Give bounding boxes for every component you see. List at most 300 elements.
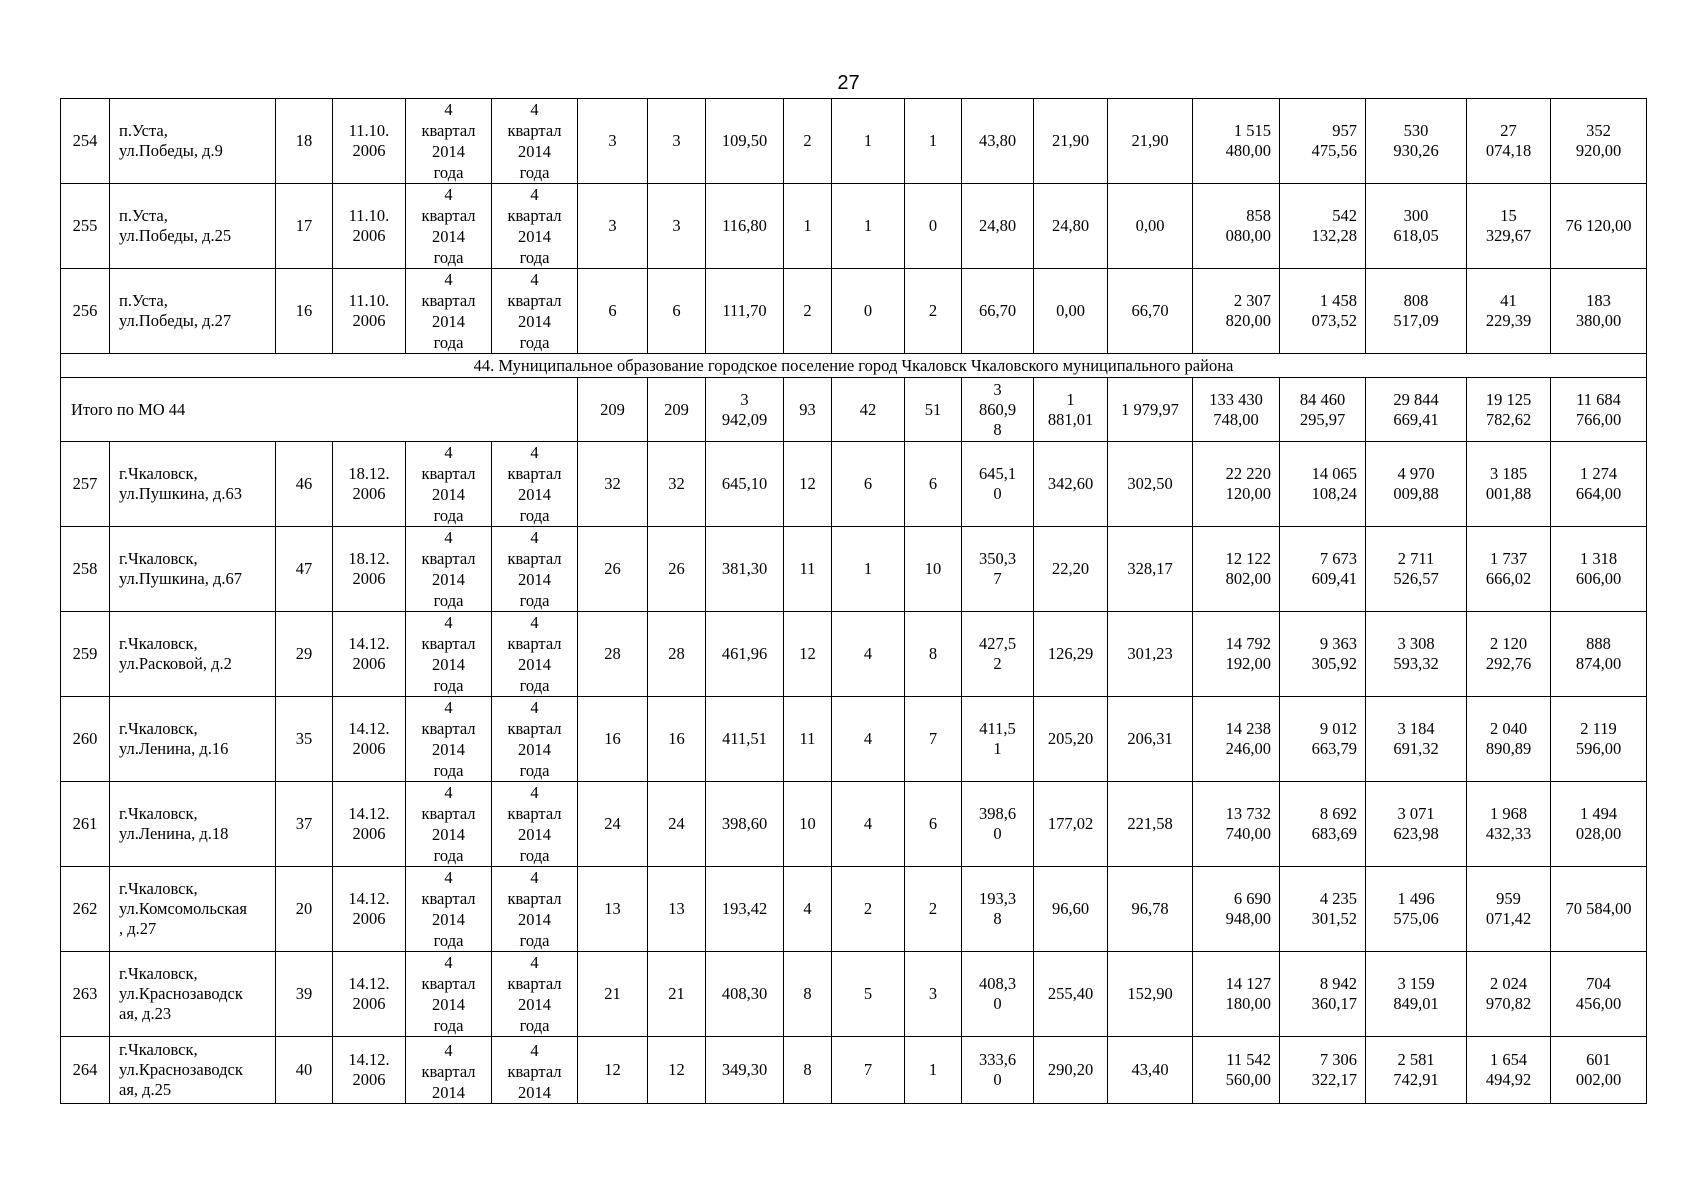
table-body (61, 99, 1647, 1104)
cell-line: 4 235 (1319, 889, 1357, 908)
cell-line: 1 (993, 739, 1002, 758)
cell-line: 2006 (352, 739, 386, 758)
cell-line: года (519, 248, 550, 267)
cell (276, 697, 333, 782)
cell-text: 40 (295, 1060, 313, 1079)
cell-text: 1 (928, 1060, 938, 1079)
quarter-cell (406, 612, 492, 697)
cell-text: 0,00 (1056, 301, 1085, 320)
cell-text: 2 (803, 131, 812, 150)
cell-text: 260 (72, 729, 98, 748)
amount-cell (1193, 184, 1280, 269)
cell-text: 39 (295, 984, 313, 1003)
cell-line: года (519, 1016, 550, 1035)
amount-cell (1467, 952, 1551, 1037)
cell-line: 942,09 (721, 409, 768, 429)
cell-line: г.Чкаловск, (119, 964, 198, 983)
total-row (61, 378, 1647, 442)
cell-text: 177,02 (1047, 814, 1094, 833)
cell-text: 51 (924, 399, 942, 419)
cell-line: 4 (444, 528, 453, 547)
cell-line: 530 (1403, 121, 1429, 140)
quarter-cell (492, 612, 578, 697)
amount-cell (1467, 782, 1551, 867)
amount-cell (1193, 612, 1280, 697)
amount-cell (1366, 867, 1467, 952)
table-row (61, 612, 1647, 697)
cell-text: 0,00 (1135, 216, 1165, 235)
cell-line: 229,39 (1485, 311, 1532, 330)
cell-text: 109,50 (721, 131, 768, 150)
cell-line: 849,01 (1393, 994, 1439, 1013)
cell-line: 2014 (432, 825, 465, 844)
cell (578, 612, 648, 697)
cell-line: 352 (1586, 121, 1611, 140)
cell-text: 645,10 (721, 474, 768, 493)
cell-text: 193,42 (721, 899, 768, 918)
cell-line: 2014 (432, 1083, 465, 1102)
amount-cell (1467, 99, 1551, 184)
cell (1108, 697, 1193, 782)
cell-line: ул.Победы, д.25 (119, 226, 232, 245)
cell-line: 4 (444, 698, 453, 717)
cell-text: 1 979,97 (1121, 399, 1179, 419)
cell-text: 18 (295, 131, 313, 150)
total-cell (648, 378, 706, 442)
amount-cell (1551, 867, 1647, 952)
cell-text: 3 (608, 216, 617, 235)
cell-line: 0 (993, 824, 1002, 843)
cell-line: 305,92 (1311, 654, 1357, 673)
cell-line: 920,00 (1575, 141, 1622, 160)
cell-text: 8 (803, 1060, 812, 1079)
cell-line: квартал (507, 121, 562, 140)
cell-line: 360,17 (1311, 994, 1357, 1013)
cell-line: 808 (1403, 291, 1429, 310)
quarter-cell (406, 697, 492, 782)
cell-line: 183 (1586, 291, 1611, 310)
cell-line: п.Уста, (119, 121, 168, 140)
cell (276, 269, 333, 354)
quarter-cell (492, 867, 578, 952)
cell-line: 1 515 (1233, 121, 1271, 140)
quarter-cell (492, 952, 578, 1037)
cell (648, 1037, 706, 1104)
cell-line: 683,69 (1311, 824, 1357, 843)
amount-cell (1280, 952, 1366, 1037)
table-row (61, 527, 1647, 612)
cell-line: квартал (507, 634, 562, 653)
amount-cell (1551, 442, 1647, 527)
amount-cell (1280, 1037, 1366, 1104)
cell-line: ул.Комсомольская (119, 899, 247, 918)
cell-line: 663,79 (1311, 739, 1357, 758)
cell-line: квартал (421, 291, 476, 310)
address-cell (110, 442, 276, 527)
amount-cell (1193, 99, 1280, 184)
cell-line: 542 (1332, 206, 1357, 225)
date-cell (333, 1037, 406, 1104)
cell-line: 2014 (518, 142, 551, 161)
cell-line: квартал (507, 1062, 562, 1081)
quarter-cell (492, 782, 578, 867)
cell (648, 442, 706, 527)
cell (1108, 269, 1193, 354)
cell (578, 527, 648, 612)
cell-text: 461,96 (721, 644, 768, 663)
cell-line: г.Чкаловск, (119, 464, 198, 483)
cell-line: 133 430 (1209, 389, 1263, 409)
cell-line: ая, д.23 (119, 1004, 172, 1023)
cell-line: 8 942 (1319, 974, 1357, 993)
cell (578, 1037, 648, 1104)
cell-line: 4 (530, 868, 539, 887)
cell-line: 2006 (352, 1070, 386, 1089)
cell-line: 84 460 (1299, 389, 1346, 409)
cell (276, 442, 333, 527)
cell-line: 4 (530, 270, 539, 289)
cell-line: 2014 (432, 485, 465, 504)
cell-line: 14.12. (348, 974, 390, 993)
cell-line: года (519, 591, 550, 610)
cell-line: 2006 (352, 311, 386, 330)
cell-line: 2006 (352, 569, 386, 588)
cell-line: 4 (530, 100, 539, 119)
cell-line: 4 (444, 270, 453, 289)
cell-line: 691,32 (1393, 739, 1439, 758)
amount-cell (1366, 952, 1467, 1037)
cell-text: 116,80 (722, 216, 767, 235)
cell-text: 4 (863, 814, 873, 833)
cell-line: 2006 (352, 484, 386, 503)
cell-line: 970,82 (1485, 994, 1532, 1013)
row-number-cell (61, 697, 110, 782)
cell-text: 4 (803, 899, 812, 918)
cell-line: 890,89 (1485, 739, 1532, 758)
cell-line: 606,00 (1575, 569, 1622, 588)
cell (648, 612, 706, 697)
amount-cell (1551, 527, 1647, 612)
cell-line: 073,52 (1311, 311, 1357, 330)
cell (1034, 697, 1108, 782)
cell-text: 209 (600, 399, 625, 419)
cell (832, 952, 905, 1037)
cell-text: 256 (72, 301, 98, 320)
cell-line: 2014 (432, 570, 465, 589)
date-cell (333, 782, 406, 867)
cell-line: квартал (421, 206, 476, 225)
cell (706, 269, 784, 354)
cell-line: 70 584,00 (1565, 899, 1632, 918)
amount-cell (1193, 697, 1280, 782)
quarter-cell (406, 527, 492, 612)
cell (1034, 99, 1108, 184)
cell-line: 820,00 (1225, 311, 1271, 330)
cell-text: 96,60 (1051, 899, 1090, 918)
cell-text: 2 (803, 301, 812, 320)
cell-text: 22,20 (1051, 559, 1090, 578)
cell-line: 874,00 (1575, 654, 1622, 673)
cell (832, 99, 905, 184)
cell-line: 2 024 (1489, 974, 1528, 993)
cell-line: 948,00 (1225, 909, 1271, 928)
cell-line: 593,32 (1393, 654, 1439, 673)
cell (1108, 184, 1193, 269)
cell-line: 3 (993, 379, 1002, 399)
cell-line: 2014 (432, 227, 465, 246)
amount-cell (1551, 269, 1647, 354)
cell-text: 16 (604, 729, 621, 748)
cell-line: 18.12. (348, 464, 390, 483)
cell-line: года (433, 163, 464, 182)
cell-line: 609,41 (1311, 569, 1357, 588)
cell-line: 748,00 (1213, 409, 1259, 429)
total-amount-cell (1551, 378, 1647, 442)
cell (905, 1037, 962, 1104)
cell-text: 257 (72, 474, 98, 493)
cell-text: 264 (72, 1060, 98, 1079)
cell-line: 517,09 (1393, 311, 1439, 330)
cell (905, 269, 962, 354)
cell-line: 742,91 (1393, 1070, 1439, 1089)
cell-line: 27 (1500, 121, 1517, 140)
cell-text: 28 (604, 644, 621, 663)
cell-line: 028,00 (1575, 824, 1622, 843)
cell-line: 2006 (352, 824, 386, 843)
cell (832, 527, 905, 612)
cell (905, 184, 962, 269)
cell-line: 4 (444, 1041, 453, 1060)
cell-text: 7 (863, 1060, 873, 1079)
cell-line: 2 581 (1397, 1050, 1435, 1069)
table-row (61, 867, 1647, 952)
cell-line: 322,17 (1311, 1070, 1357, 1089)
amount-cell (1193, 952, 1280, 1037)
cell (578, 99, 648, 184)
cell-line: квартал (507, 804, 562, 823)
date-cell (333, 99, 406, 184)
cell-text: 254 (72, 131, 98, 150)
cell-line: 930,26 (1393, 141, 1439, 160)
cell-text: 13 (604, 899, 621, 918)
total-cell (905, 378, 962, 442)
cell (784, 99, 832, 184)
cell-text: 6 (928, 814, 938, 833)
cell-text: 2 (928, 301, 938, 320)
cell (1034, 782, 1108, 867)
quarter-cell (492, 99, 578, 184)
cell-line: 3 185 (1489, 464, 1528, 483)
cell-line: года (433, 248, 464, 267)
cell-line: 2014 (518, 485, 551, 504)
row-number-cell (61, 184, 110, 269)
cell-line: 432,33 (1485, 824, 1532, 843)
cell-line: 2 (993, 654, 1002, 673)
cell-line: 3 071 (1397, 804, 1435, 823)
cell (962, 782, 1034, 867)
quarter-cell (492, 269, 578, 354)
cell-line: 666,02 (1485, 569, 1532, 588)
cell-text: 47 (295, 559, 313, 578)
total-amount-cell (1467, 378, 1551, 442)
address-cell (110, 697, 276, 782)
cell-line: 8 692 (1319, 804, 1357, 823)
cell-text: 11 (799, 559, 816, 578)
cell-line: 2 119 (1580, 719, 1617, 738)
address-cell (110, 184, 276, 269)
table-row (61, 1037, 1647, 1104)
cell-line: 13 732 (1225, 804, 1271, 823)
cell-line: г.Чкаловск, (119, 1040, 198, 1059)
cell-line: 14 792 (1225, 634, 1271, 653)
amount-cell (1366, 782, 1467, 867)
table-row (61, 952, 1647, 1037)
cell (784, 184, 832, 269)
amount-cell (1467, 867, 1551, 952)
table-row (61, 184, 1647, 269)
cell-text: 259 (72, 644, 98, 663)
row-number-cell (61, 867, 110, 952)
cell-line: 2006 (352, 909, 386, 928)
cell-line: года (433, 846, 464, 865)
cell-line: 14.12. (348, 889, 390, 908)
cell-line: квартал (421, 804, 476, 823)
cell-line: г.Чкаловск, (119, 719, 198, 738)
amount-cell (1280, 697, 1366, 782)
page-number: 27 (837, 72, 860, 94)
amount-cell (1467, 527, 1551, 612)
cell (276, 184, 333, 269)
total-cell (962, 378, 1034, 442)
cell (784, 527, 832, 612)
row-number-cell (61, 442, 110, 527)
cell-line: 350,3 (978, 549, 1017, 568)
cell-line: 11.10. (348, 291, 390, 310)
cell-text: 0 (928, 216, 938, 235)
cell (905, 99, 962, 184)
cell-text: 12 (604, 1060, 621, 1079)
cell-text: 1 (803, 216, 812, 235)
cell-line: 193,3 (978, 889, 1017, 908)
cell-line: 4 (530, 185, 539, 204)
cell-text: 1 (863, 559, 873, 578)
cell-line: г.Чкаловск, (119, 549, 198, 568)
cell-line: 2014 (432, 142, 465, 161)
cell-line: 4 (444, 100, 453, 119)
cell (1108, 442, 1193, 527)
cell-line: года (519, 676, 550, 695)
cell-line: 957 (1332, 121, 1357, 140)
cell-line: 132,28 (1311, 226, 1357, 245)
cell-line: 4 (530, 613, 539, 632)
cell-line: 1 654 (1489, 1050, 1528, 1069)
amount-cell (1551, 1037, 1647, 1104)
table-row (61, 442, 1647, 527)
cell (962, 1037, 1034, 1104)
cell-line: 1 737 (1489, 549, 1528, 568)
cell (706, 697, 784, 782)
amount-cell (1467, 1037, 1551, 1104)
cell-text: 6 (672, 301, 681, 320)
cell-text: 302,50 (1127, 474, 1173, 493)
amount-cell (1551, 612, 1647, 697)
cell-line: 8 (993, 419, 1002, 439)
amount-cell (1280, 99, 1366, 184)
cell-line: 295,97 (1299, 409, 1346, 429)
cell-line: ул.Краснозаводск (119, 1060, 243, 1079)
cell (1034, 952, 1108, 1037)
cell (784, 612, 832, 697)
cell (706, 184, 784, 269)
cell-text: 21,90 (1051, 131, 1090, 150)
total-cell (832, 378, 905, 442)
cell-line: 11 684 (1576, 389, 1621, 409)
cell-line: 2014 (518, 995, 551, 1014)
cell-text: 21 (668, 984, 685, 1003)
cell-line: 475,56 (1311, 141, 1357, 160)
cell-text: 126,29 (1047, 644, 1094, 663)
date-cell (333, 952, 406, 1037)
cell-line: 2 711 (1397, 549, 1435, 568)
cell-line: ая, д.25 (119, 1080, 172, 1099)
cell-line: 2 307 (1233, 291, 1271, 310)
cell-line: 2014 (432, 995, 465, 1014)
cell (905, 612, 962, 697)
cell-text: 6 (863, 474, 873, 493)
cell (706, 867, 784, 952)
cell-line: 1 496 (1397, 889, 1435, 908)
cell-text: 255,40 (1047, 984, 1094, 1003)
cell (706, 99, 784, 184)
cell-text: 205,20 (1047, 729, 1094, 748)
amount-cell (1467, 442, 1551, 527)
address-cell (110, 612, 276, 697)
cell-text: 35 (295, 729, 313, 748)
cell-text: 349,30 (721, 1060, 768, 1079)
amount-cell (1551, 952, 1647, 1037)
cell-text: 301,23 (1127, 644, 1173, 663)
amount-cell (1467, 697, 1551, 782)
cell (784, 442, 832, 527)
cell-line: года (519, 846, 550, 865)
cell-line: 766,00 (1575, 409, 1622, 429)
cell-line: 301,52 (1311, 909, 1357, 928)
amount-cell (1193, 1037, 1280, 1104)
cell-text: 3 (928, 984, 938, 1003)
amount-cell (1193, 782, 1280, 867)
cell-line: г.Чкаловск, (119, 879, 198, 898)
cell-line: 2014 (518, 1083, 551, 1102)
cell-text: 21,90 (1131, 131, 1169, 150)
cell (832, 1037, 905, 1104)
amount-cell (1551, 99, 1647, 184)
amount-cell (1280, 269, 1366, 354)
cell (905, 697, 962, 782)
cell (1108, 782, 1193, 867)
cell (905, 867, 962, 952)
cell-text: 0 (863, 301, 873, 320)
cell-line: 18.12. (348, 549, 390, 568)
date-cell (333, 867, 406, 952)
cell-line: квартал (421, 974, 476, 993)
cell-line: 1 458 (1319, 291, 1357, 310)
cell-text: 24 (668, 814, 685, 833)
cell (648, 952, 706, 1037)
cell-line: года (519, 506, 550, 525)
cell-line: 4 (530, 443, 539, 462)
section-title-text: 44. Муниципальное образование городское поселение город Чкаловск Чкаловского муниципального района (473, 355, 1234, 375)
cell-line: года (519, 761, 550, 780)
